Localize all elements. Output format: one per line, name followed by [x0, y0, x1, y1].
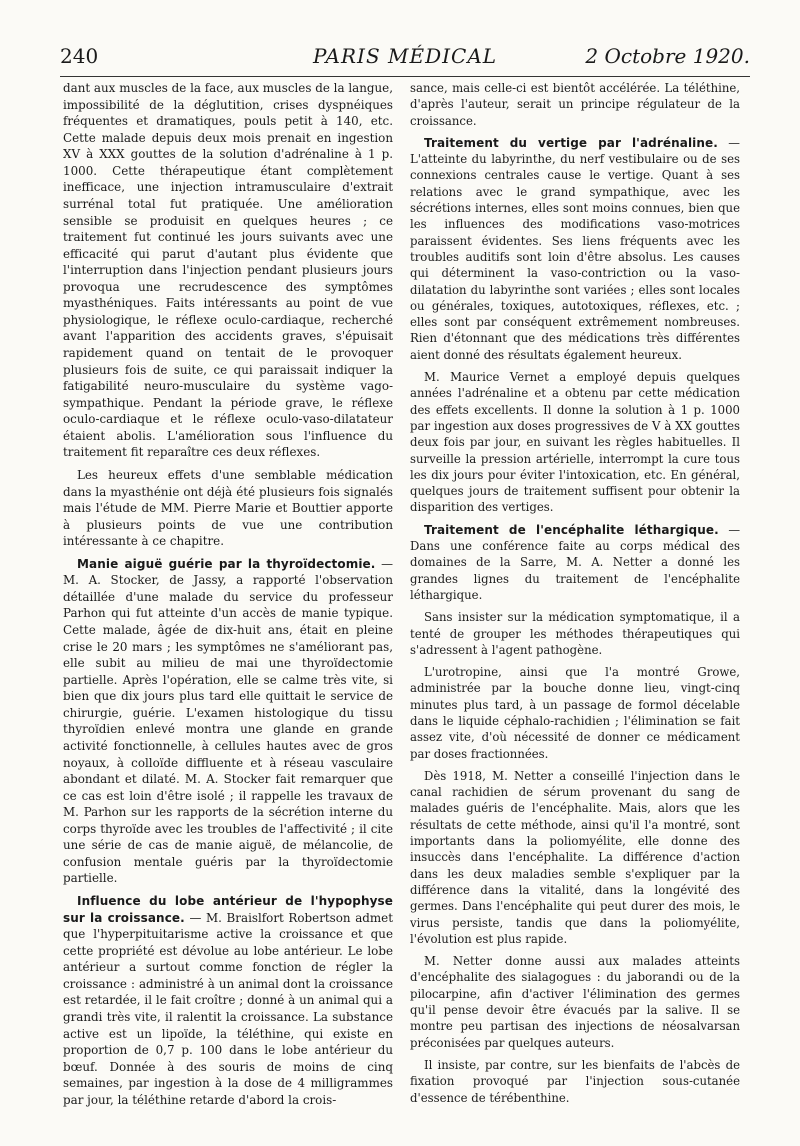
left-column — [63, 80, 393, 1108]
section-encephalite — [410, 522, 740, 603]
section-text: — M. A. Stocker, de Jassy, a rapporté l'observation détaillée d'une malade du service du professeur Parhon qui fut atteinte d'un accès de manie typique. Cette malade, âgée de dix-huit ans, était en pleine crise le 20 mars ; les symptômes ne s'améliorant pas, elle subit au milieu de mai une thyroïdectomie partielle. Après l'opération, elle se calme très vite, si bien que dix jours plus tard elle quittait le service de chirurgie, guérie. L'examen histologique du tissu thyroïdien enlevé montra une glande en grande activité fonctionnelle, à cellules hautes avec de gros noyaux, à colloïde diffluente et à réseau vasculaire abondant et dilaté. M. A. Stocker fait remarquer que ce cas est loin d'être isolé ; il rappelle les travaux de M. Parhon sur les rapports de la sécrétion interne du corps thyroïde avec les troubles de l'affectivité ; il cite une série de cas de manie aiguë, de mélancolie, de confusion mentale guéris par la thyroïdectomie partielle. — [63, 556, 393, 886]
section-manie-aigue — [63, 556, 393, 887]
paragraph: Il insiste, par contre, sur les bienfaits de l'abcès de fixation provoqué par l'injection sous-cutanée d'essence de térébenthine. — [410, 1057, 740, 1105]
section-title: Manie aiguë guérie par la thyroïdectomie. — [77, 556, 376, 571]
issue-date: 2 Octobre 1920. — [585, 44, 750, 68]
section-lobe-anterieur — [63, 893, 393, 1108]
section-title: Influence du lobe antérieur de l'hypophyse sur la croissance. — [63, 894, 393, 925]
paragraph: sance, mais celle-ci est bientôt accélérée. La téléthine, d'après l'auteur, serait un principe régulateur de la croissance. — [410, 81, 740, 128]
paragraph: L'urotropine, ainsi que l'a montré Growe, administrée par la bouche donne lieu, vingt-cinq minutes plus tard, à un passage de formol décelable dans le liquide céphalo-rachidien ; l'élimination se fait assez vite, d'où nécessité de donner ce médicament par doses fractionnées. — [410, 665, 740, 761]
section-title: Traitement du vertige par l'adrénaline. — [424, 135, 718, 150]
right-column — [410, 80, 740, 1106]
paragraph: Sans insister sur la médication symptomatique, il a tenté de grouper les méthodes thérapeutiques qui s'adressent à l'agent pathogène. — [410, 610, 740, 657]
paragraph: Dès 1918, M. Netter a conseillé l'injection dans le canal rachidien de sérum provenant du sang de malades guéris de l'encéphalite. Mais, alors que les résultats de cette méthode, ainsi qu'il l'a montré, sont importants dans la poliomyélite, elle donne des insuccès dans l'encéphalite. La différence d'action dans les deux maladies semble s'expliquer par la différence dans la vitalité, dans la longévité des germes. Dans l'encéphalite qui peut durer des mois, le virus persiste, tandis que dans la poliomyélite, l'évolution est plus rapide. — [410, 768, 740, 946]
section-text: — L'atteinte du labyrinthe, du nerf vestibulaire ou de ses connexions centrales cause le vertige. Quant à ses relations avec le grand sympathique, avec les sécrétions internes, elles sont moins connues, bien que les influences des modifications vaso-motrices paraissent évidentes. Ses liens fréquents avec les troubles auditifs sont loin d'être absolus. Les causes qui déterminent la vaso-contriction ou la vaso-dilatation du labyrinthe sont variées ; elles sont locales ou générales, toxiques, autotoxiques, réflexes, etc. ; elles sont par conséquent extrêmement nombreuses. Rien d'étonnant que des médications très différentes aient donné des résultats également heureux. — [410, 135, 740, 362]
running-header — [60, 44, 750, 77]
journal-title: PARIS MÉDICAL — [312, 44, 498, 68]
section-title: Traitement de l'encéphalite léthargique. — [424, 522, 719, 537]
section-vertige — [410, 135, 740, 363]
paragraph: M. Netter donne aussi aux malades atteints d'encéphalite des sialagogues : du jaborandi ou de la pilocarpine, afin d'activer l'élimination des germes qu'il pense devoir être évacués par la salive. Il se montre peu partisan des injections de néosalvarsan préconisées par quelques auteurs. — [410, 954, 740, 1050]
section-text: — Dans une conférence faite au corps médical des domaines de la Sarre, M. A. Netter a donné les grandes lignes du traitement de l'encéphalite léthargique. — [410, 522, 741, 602]
paragraph: dant aux muscles de la face, aux muscles de la langue, impossibilité de la déglutition, crises dyspnéiques fréquentes et dramatiques, pouls petit à 140, etc. Cette malade depuis deux mois prenait en ingestion XV à XXX gouttes de la solution d'adrénaline à 1 p. 1000. Cette thérapeutique étant complètement inefficace, une injection intramusculaire d'extrait surrénal total fut pratiquée. Une amélioration sensible se produisit en quelques heures ; ce traitement fut continué les jours suivants avec une efficacité qui parut d'autant plus évidente que l'interruption dans l'injection pendant plusieurs jours provoqua une recrudescence des symptômes myasthéniques. Faits intéressants au point de vue physiologique, le réflexe oculo-cardiaque, recherché avant l'apparition des accidents graves, s'épuisait rapidement quand on tentait de le provoquer plusieurs fois de suite, ce qui paraissait indiquer la fatigabilité neuro-musculaire du système vago-sympathique. Pendant la période grave, le réflexe oculo-cardiaque et le réflexe oculo-vaso-dilatateur étaient abolis. L'amélioration sous l'influence du traitement fit reparaître ces deux réflexes. — [63, 81, 393, 460]
page-number: 240 — [60, 44, 99, 68]
paragraph: M. Maurice Vernet a employé depuis quelques années l'adrénaline et a obtenu par cette médication des effets excellents. Il donne la solution à 1 p. 1000 par ingestion aux doses progressives de V à XX gouttes deux fois par jour, en suivant les règles habituelles. Il surveille la pression artérielle, interrompt la cure tous les dix jours pour éviter l'intoxication, etc. En général, quelques jours de traitement suffisent pour obtenir la disparition des vertiges. — [410, 370, 740, 515]
section-text: — M. Braislfort Robertson admet que l'hyperpituitarisme active la croissance et que cette propriété est dévolue au lobe antérieur. Le lobe antérieur a surtout comme fonction de régler la croissance : administré à un animal dont la croissance est retardée, il le fait croître ; donné à un animal qui a grandi très vite, il ralentit la croissance. La substance active est un lipoïde, la téléthine, qui existe en proportion de 0,7 p. 100 dans le lobe antérieur du bœuf. Donnée à des souris de moins de cinq semaines, par ingestion à la dose de 4 milligrammes par jour, la téléthine retarde d'abord la crois- — [63, 910, 393, 1107]
paragraph: Les heureux effets d'une semblable médication dans la myasthénie ont déjà été plusieurs fois signalés mais l'étude de MM. Pierre Marie et Bouttier apporte à plusieurs points de vue une contribution intéressante à ce chapitre. — [63, 467, 393, 549]
